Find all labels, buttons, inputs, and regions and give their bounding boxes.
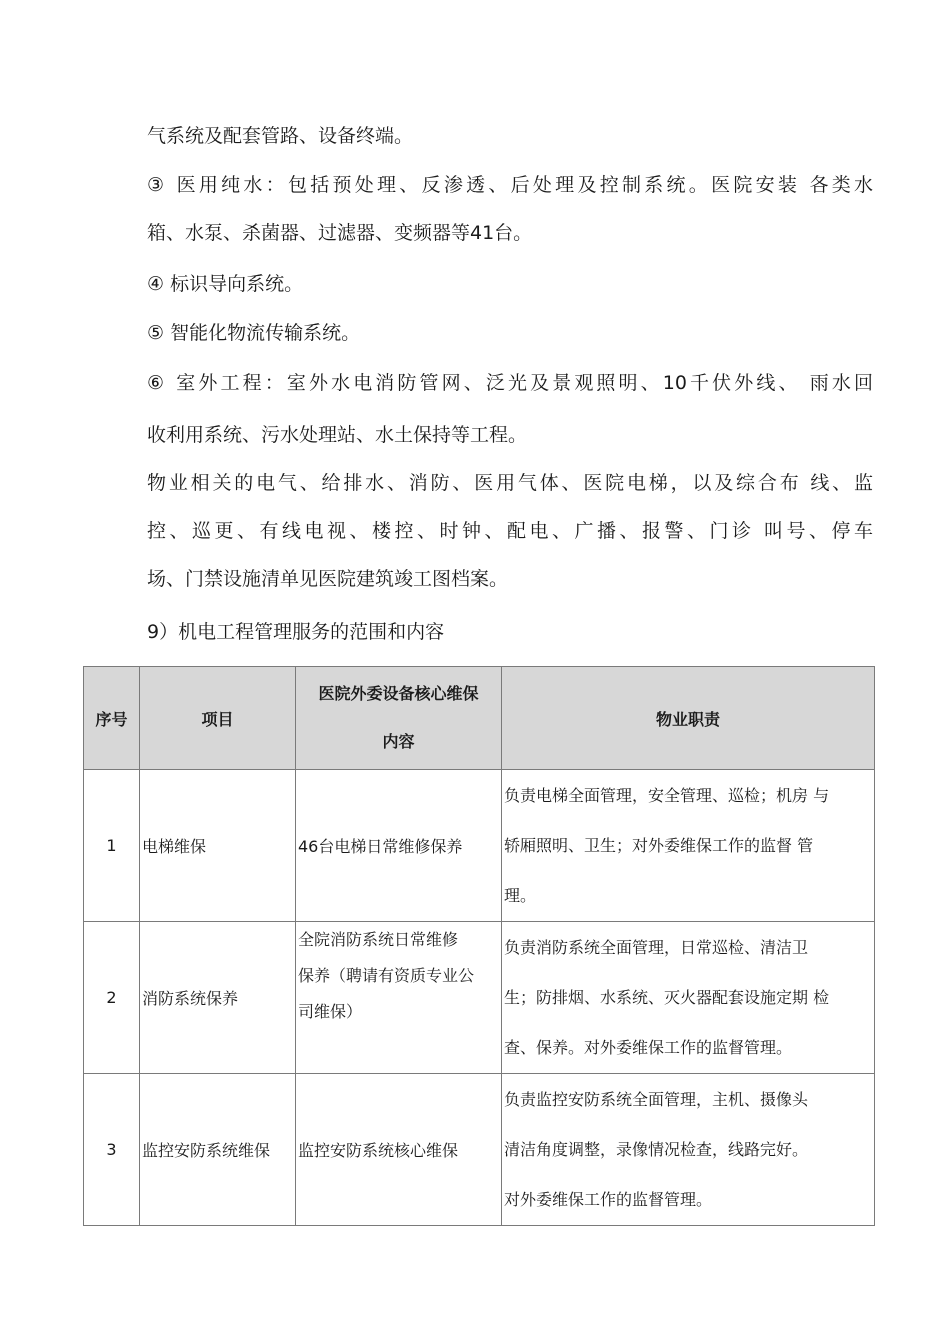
duty-line: 负责监控安防系统全面管理，主机、摄像头 <box>504 1089 809 1109</box>
row-content: 监控安防系统核心维保 <box>296 1074 502 1226</box>
table-row <box>84 1074 875 1226</box>
paragraph-line: 场、门禁设施清单见医院建筑竣工图档案。 <box>147 568 509 590</box>
paragraph-line: 收利用系统、污水处理站、水土保持等工程。 <box>147 424 528 446</box>
row-duty <box>502 1074 875 1226</box>
duty-line: 对外委维保工作的监督管理。 <box>504 1189 713 1209</box>
section-heading: 9）机电工程管理服务的范围和内容 <box>147 621 445 643</box>
paragraph-line: ⑤ 智能化物流传输系统。 <box>147 322 361 344</box>
table-header-row <box>84 667 875 770</box>
duty-line: 生；防排烟、水系统、灭火器配套设施定期 检 <box>504 987 830 1007</box>
header-item: 项目 <box>140 667 296 770</box>
duty-line: 理。 <box>504 885 537 905</box>
row-content <box>296 922 502 1074</box>
row-no: 2 <box>84 922 140 1074</box>
content-line: 保养（聘请有资质专业公 <box>298 966 475 985</box>
paragraph-line: 气系统及配套管路、设备终端。 <box>147 125 414 147</box>
paragraph-line: 物业相关的电气、给排水、消防、医用气体、医院电梯，以及综合布 线、监 <box>147 472 873 494</box>
paragraph-line: ④ 标识导向系统。 <box>147 273 304 295</box>
content-line: 司维保） <box>298 1002 363 1021</box>
table-row <box>84 770 875 922</box>
maintenance-table <box>83 666 875 1226</box>
content-line: 全院消防系统日常维修 <box>298 930 459 949</box>
row-item: 监控安防系统维保 <box>140 1074 296 1226</box>
header-content <box>296 667 502 770</box>
header-no: 序号 <box>84 667 140 770</box>
duty-line: 查、保养。对外委维保工作的监督管理。 <box>504 1037 793 1057</box>
duty-line: 清洁角度调整，录像情况检查，线路完好。 <box>504 1139 809 1159</box>
paragraph-line: ③ 医用纯水：包括预处理、反渗透、后处理及控制系统。医院安装 各类水 <box>147 174 873 196</box>
row-item: 消防系统保养 <box>140 922 296 1074</box>
header-duty: 物业职责 <box>502 667 875 770</box>
paragraph-line: 箱、水泵、杀菌器、过滤器、变频器等41台。 <box>147 222 533 244</box>
duty-line: 轿厢照明、卫生；对外委维保工作的监督 管 <box>504 835 814 855</box>
row-duty <box>502 922 875 1074</box>
row-no: 3 <box>84 1074 140 1226</box>
row-duty <box>502 770 875 922</box>
duty-line: 负责电梯全面管理，安全管理、巡检；机房 与 <box>504 785 830 805</box>
paragraph-line: ⑥ 室外工程：室外水电消防管网、泛光及景观照明、10千伏外线、 雨水回 <box>147 372 873 394</box>
header-content-line: 内容 <box>382 732 415 751</box>
row-content: 46台电梯日常维修保养 <box>296 770 502 922</box>
row-item: 电梯维保 <box>140 770 296 922</box>
duty-line: 负责消防系统全面管理，日常巡检、清洁卫 <box>504 937 809 957</box>
row-no: 1 <box>84 770 140 922</box>
table-row <box>84 922 875 1074</box>
paragraph-line: 控、巡更、有线电视、楼控、时钟、配电、广播、报警、门诊 叫号、停车 <box>147 520 873 542</box>
header-content-line: 医院外委设备核心维保 <box>318 684 479 703</box>
